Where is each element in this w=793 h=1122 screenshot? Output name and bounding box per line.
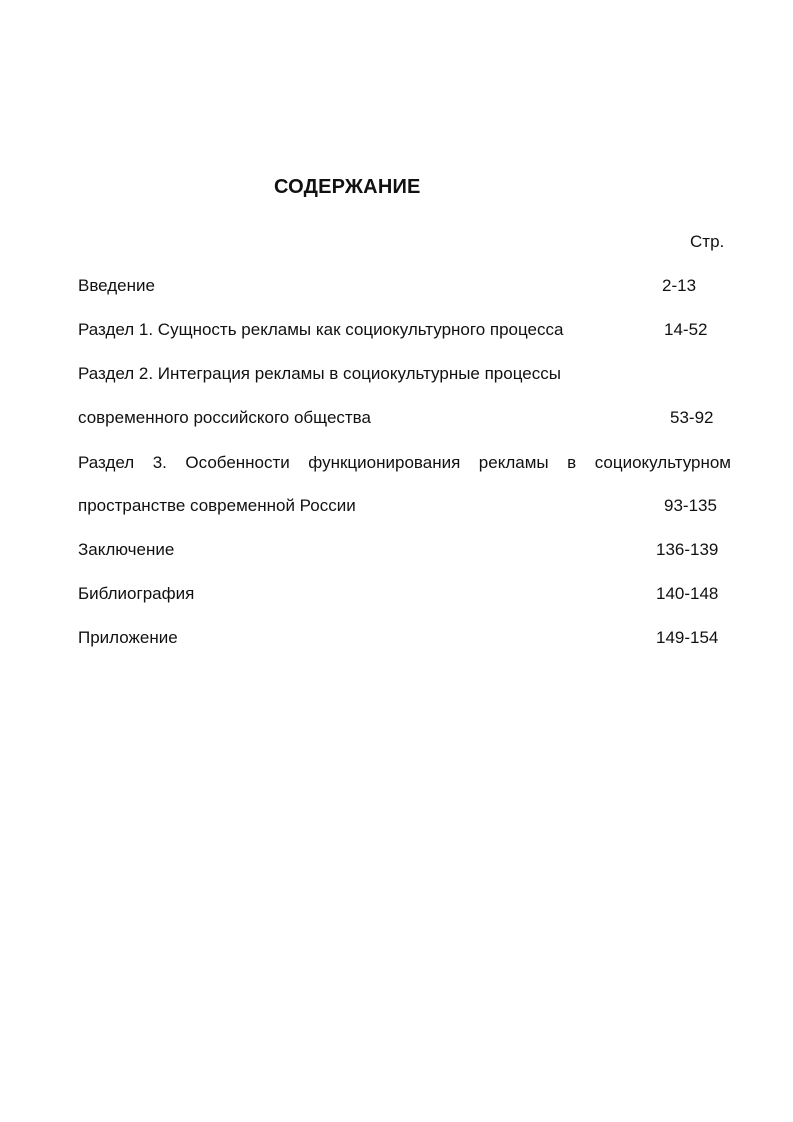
toc-pages-conclusion: 136-139 <box>656 540 719 559</box>
toc-entry-section-2-line2: современного российского общества <box>78 408 371 427</box>
toc-pages-bibliography: 140-148 <box>656 584 719 603</box>
page-column-header: Стр. <box>690 232 725 251</box>
toc-entry-appendix: Приложение <box>78 628 178 647</box>
toc-entry-introduction: Введение <box>78 276 155 295</box>
toc-pages-section-1: 14-52 <box>664 320 708 339</box>
toc-pages-section-3: 93-135 <box>664 496 717 515</box>
toc-pages-introduction: 2-13 <box>662 276 697 295</box>
toc-entry-conclusion: Заключение <box>78 540 175 559</box>
toc-entry-bibliography: Библиография <box>78 584 195 603</box>
toc-entry-section-1: Раздел 1. Сущность рекламы как социокультурного процесса <box>78 320 564 339</box>
page-title: СОДЕРЖАНИЕ <box>274 176 421 198</box>
toc-pages-appendix: 149-154 <box>656 628 719 647</box>
toc-entry-section-3-line1: Раздел 3. Особенности функционирования рекламы в социокультурном <box>78 453 731 472</box>
toc-entry-section-2-line1: Раздел 2. Интеграция рекламы в социокультурные процессы <box>78 364 561 383</box>
toc-entry-section-3-line2: пространстве современной России <box>78 496 356 515</box>
toc-pages-section-2: 53-92 <box>670 408 714 427</box>
